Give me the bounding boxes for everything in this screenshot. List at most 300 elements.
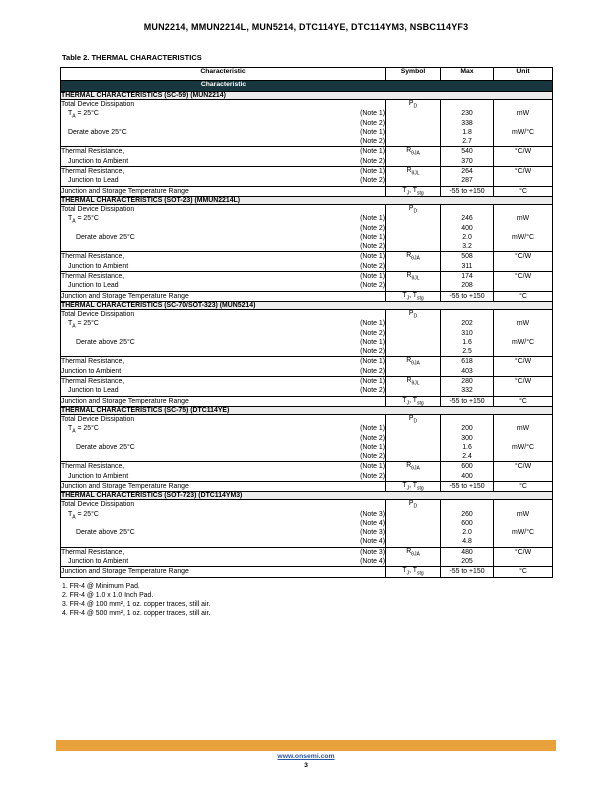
section-header-row <box>61 492 553 500</box>
note-reference: (Note 1) <box>360 443 385 451</box>
max-value: 246 <box>461 215 473 223</box>
unit-values-cell <box>494 481 553 491</box>
unit-value <box>494 557 552 566</box>
unit-values-cell <box>494 309 553 356</box>
characteristic-line <box>61 137 385 146</box>
unit-value <box>494 137 552 146</box>
max-values-cell <box>441 462 494 482</box>
table-row <box>61 204 553 251</box>
table-row <box>61 567 553 577</box>
unit-value <box>494 262 552 271</box>
note-reference: (Note 1) <box>360 320 385 328</box>
characteristic-cell <box>61 291 386 301</box>
note-reference: (Note 2) <box>360 472 385 480</box>
unit-values-cell <box>494 186 553 196</box>
symbol-text: $T_J$, $T_{stg}$ <box>402 481 424 492</box>
max-value <box>441 415 493 424</box>
column-header-row <box>61 68 553 81</box>
symbol-text: $R_{\theta JA}$ <box>406 252 420 262</box>
characteristic-line <box>61 310 385 319</box>
unit-value: °C <box>519 187 527 195</box>
table-row <box>61 414 553 461</box>
characteristic-line <box>61 537 385 546</box>
unit-value: °C/W <box>514 463 532 471</box>
max-value: -55 to +150 <box>449 187 485 195</box>
note-reference: (Note 1) <box>360 425 385 433</box>
max-value: 403 <box>461 367 473 375</box>
symbol-cell <box>386 396 441 406</box>
characteristic-line <box>61 205 385 214</box>
note-reference: (Note 1) <box>360 168 385 176</box>
symbol-text: $R_{\theta JL}$ <box>406 272 420 282</box>
table-row <box>61 167 553 187</box>
symbol-text: $P_D$ <box>408 204 418 215</box>
unit-value: °C <box>519 292 527 300</box>
max-value <box>441 100 493 109</box>
unit-value <box>494 472 552 481</box>
table-row <box>61 481 553 491</box>
symbol-cell <box>386 186 441 196</box>
section-header-row <box>61 301 553 309</box>
max-values-cell <box>441 147 494 167</box>
symbol-text: $T_J$, $T_{stg}$ <box>402 186 424 197</box>
characteristic-line <box>61 109 385 118</box>
unit-value: °C/W <box>514 273 532 281</box>
symbol-text: $R_{\theta JA}$ <box>406 547 420 558</box>
characteristic-text: $T_A = 25^\circ C$ <box>68 320 99 330</box>
section-header-row <box>61 92 553 100</box>
max-value: 230 <box>461 110 473 118</box>
characteristic-text: Total Device Dissipation <box>61 310 135 318</box>
characteristic-text: $T_A = 25^\circ C$ <box>68 425 99 435</box>
max-value: 1.6 <box>462 338 472 346</box>
section-title: THERMAL CHARACTERISTICS (SC-75) (DTC114YE) <box>61 406 553 414</box>
symbol-text: $R_{\theta JA}$ <box>406 147 420 157</box>
max-values-cell <box>441 547 494 567</box>
symbol-text: $T_J$, $T_{stg}$ <box>402 567 424 577</box>
max-value: 280 <box>461 378 473 386</box>
unit-value: mW/°C <box>512 529 534 537</box>
characteristic-text: Thermal Resistance, <box>61 463 125 471</box>
note-reference: (Note 2) <box>360 224 385 232</box>
max-value: 300 <box>461 434 473 442</box>
max-values-cell <box>441 252 494 272</box>
symbol-text: $T_J$, $T_{stg}$ <box>402 396 424 406</box>
characteristic-line <box>61 329 385 338</box>
characteristic-line <box>61 338 385 347</box>
unit-value <box>494 329 552 338</box>
characteristic-line <box>61 424 385 433</box>
table-row <box>61 396 553 406</box>
characteristic-text: $T_A = 25^\circ C$ <box>68 510 99 520</box>
unit-value <box>494 500 552 509</box>
column-header-max: Max <box>441 68 494 81</box>
table-row <box>61 100 553 147</box>
footnote: 3. FR-4 @ 100 mm², 1 oz. copper traces, still air. <box>62 601 211 609</box>
unit-values-cell <box>494 414 553 461</box>
symbol-text: $P_D$ <box>408 414 418 425</box>
symbol-cell <box>386 500 441 547</box>
max-value <box>441 310 493 319</box>
characteristic-text: Junction and Storage Temperature Range <box>61 292 189 300</box>
characteristic-line <box>61 157 385 166</box>
column-header-unit: Unit <box>494 68 553 81</box>
characteristic-line <box>61 281 385 290</box>
unit-values-cell <box>494 462 553 482</box>
unit-value <box>494 537 552 546</box>
unit-value <box>494 452 552 461</box>
footnote: 2. FR-4 @ 1.0 x 1.0 Inch Pad. <box>62 591 154 599</box>
max-value: -55 to +150 <box>449 397 485 405</box>
symbol-text: $R_{\theta JL}$ <box>406 167 420 177</box>
max-values-cell <box>441 309 494 356</box>
max-value: 311 <box>461 262 473 270</box>
note-reference: (Note 1) <box>360 253 385 261</box>
max-value: 618 <box>461 358 473 366</box>
note-reference: (Note 1) <box>360 128 385 136</box>
characteristic-text: Junction to Ambient <box>61 367 122 375</box>
unit-value: °C <box>519 568 527 576</box>
max-values-cell <box>441 414 494 461</box>
max-value: 200 <box>461 425 473 433</box>
unit-values-cell <box>494 377 553 397</box>
characteristic-line <box>61 567 385 576</box>
unit-value <box>494 519 552 528</box>
unit-value <box>494 176 552 185</box>
unit-value: °C/W <box>514 358 532 366</box>
unit-value: mW/°C <box>512 443 534 451</box>
max-values-cell <box>441 204 494 251</box>
note-reference: (Note 1) <box>360 273 385 281</box>
note-reference: (Note 2) <box>360 119 385 127</box>
unit-values-cell <box>494 357 553 377</box>
max-value: 2.7 <box>462 138 472 146</box>
note-reference: (Note 1) <box>360 110 385 118</box>
max-value: 2.4 <box>462 453 472 461</box>
characteristic-text: Derate above 25°C <box>76 233 135 241</box>
unit-value <box>494 347 552 356</box>
symbol-cell <box>386 204 441 251</box>
characteristic-cell <box>61 272 386 292</box>
max-value: 600 <box>461 463 473 471</box>
characteristic-line <box>61 386 385 395</box>
max-values-cell <box>441 396 494 406</box>
symbol-cell <box>386 272 441 292</box>
characteristic-cell <box>61 100 386 147</box>
max-values-cell <box>441 291 494 301</box>
section-header-row <box>61 406 553 414</box>
characteristic-cell <box>61 567 386 577</box>
max-values-cell <box>441 567 494 577</box>
characteristic-text: Junction to Ambient <box>68 558 129 566</box>
symbol-cell <box>386 100 441 147</box>
unit-value: mW <box>516 215 530 223</box>
unit-value: mW <box>516 320 530 328</box>
characteristic-line <box>61 519 385 528</box>
unit-value: °C <box>519 397 527 405</box>
max-value: 4.8 <box>462 538 472 546</box>
characteristic-cell <box>61 309 386 356</box>
max-value <box>441 205 493 214</box>
onsemi-link[interactable]: www.onsemi.com <box>277 753 335 760</box>
table-row <box>61 547 553 567</box>
characteristic-line <box>61 510 385 519</box>
characteristic-text: Junction to Ambient <box>68 472 129 480</box>
unit-value: mW <box>516 425 530 433</box>
characteristic-line <box>61 443 385 452</box>
max-value: 310 <box>461 329 473 337</box>
max-value <box>441 500 493 509</box>
page-content <box>60 53 552 618</box>
characteristic-cell <box>61 481 386 491</box>
characteristic-line <box>61 528 385 537</box>
symbol-text: $R_{\theta JL}$ <box>406 377 420 387</box>
note-reference: (Note 1) <box>360 338 385 346</box>
max-values-cell <box>441 377 494 397</box>
unit-value: °C/W <box>514 378 532 386</box>
note-reference: (Note 2) <box>360 434 385 442</box>
characteristic-text: Total Device Dissipation <box>61 101 135 108</box>
note-reference: (Note 3) <box>360 529 385 537</box>
characteristic-cell <box>61 186 386 196</box>
note-reference: (Note 2) <box>360 157 385 165</box>
thermal-characteristics-table <box>60 67 553 578</box>
max-value: 400 <box>461 472 473 480</box>
characteristic-text: $T_A = 25^\circ C$ <box>68 110 99 120</box>
footnote: 1. FR-4 @ Minimum Pad. <box>62 582 140 590</box>
symbol-text: $P_D$ <box>408 500 418 510</box>
characteristic-cell <box>61 547 386 567</box>
max-value: -55 to +150 <box>449 482 485 490</box>
column-header-characteristic: Characteristic <box>61 68 386 81</box>
footnotes <box>60 582 552 619</box>
max-value: 508 <box>461 253 473 261</box>
symbol-cell <box>386 357 441 377</box>
characteristic-cell <box>61 204 386 251</box>
characteristic-cell <box>61 377 386 397</box>
unit-values-cell <box>494 167 553 187</box>
max-value: 264 <box>461 168 473 176</box>
characteristic-text: Junction to Lead <box>68 282 119 290</box>
note-reference: (Note 4) <box>360 538 385 546</box>
table-row <box>61 500 553 547</box>
unit-value: °C/W <box>514 168 532 176</box>
max-values-cell <box>441 357 494 377</box>
characteristic-text: Junction and Storage Temperature Range <box>61 482 189 490</box>
table-header <box>61 68 553 92</box>
column-header-symbol: Symbol <box>386 68 441 81</box>
unit-value <box>494 157 552 166</box>
max-value: 370 <box>461 157 473 165</box>
section-title: THERMAL CHARACTERISTICS (SC-59) (MUN2214) <box>61 92 553 100</box>
unit-value <box>494 310 552 319</box>
unit-value <box>494 100 552 109</box>
characteristic-line <box>61 224 385 233</box>
max-value: 400 <box>461 224 473 232</box>
note-reference: (Note 2) <box>360 329 385 337</box>
unit-value: mW <box>516 510 530 518</box>
note-reference: (Note 1) <box>360 215 385 223</box>
characteristic-text: Thermal Resistance, <box>61 273 125 281</box>
unit-value: °C/W <box>514 148 532 156</box>
max-values-cell <box>441 100 494 147</box>
characteristic-text: Junction and Storage Temperature Range <box>61 187 189 195</box>
max-value: 208 <box>461 282 473 290</box>
subheader-characteristic-label: Characteristic <box>200 81 247 88</box>
note-reference: (Note 2) <box>360 138 385 146</box>
characteristic-line <box>61 262 385 271</box>
unit-value: mW/°C <box>512 338 534 346</box>
characteristic-cell <box>61 414 386 461</box>
note-reference: (Note 4) <box>360 519 385 527</box>
max-value: -55 to +150 <box>449 292 485 300</box>
table-row <box>61 272 553 292</box>
symbol-text: $T_J$, $T_{stg}$ <box>402 291 424 302</box>
characteristic-text: Junction and Storage Temperature Range <box>61 397 189 405</box>
characteristic-line <box>61 292 385 301</box>
note-reference: (Note 2) <box>360 453 385 461</box>
note-reference: (Note 2) <box>360 243 385 251</box>
characteristic-cell <box>61 500 386 547</box>
characteristic-line <box>61 167 385 176</box>
unit-values-cell <box>494 396 553 406</box>
characteristic-line <box>61 462 385 471</box>
note-reference: (Note 1) <box>360 233 385 241</box>
characteristic-line <box>61 397 385 406</box>
characteristic-line <box>61 500 385 509</box>
symbol-text: $R_{\theta JA}$ <box>406 357 420 367</box>
characteristic-text: Thermal Resistance, <box>61 168 125 176</box>
characteristic-text: Thermal Resistance, <box>61 378 125 386</box>
max-values-cell <box>441 500 494 547</box>
characteristic-cell <box>61 167 386 187</box>
note-reference: (Note 3) <box>360 510 385 518</box>
characteristic-cell <box>61 252 386 272</box>
symbol-cell <box>386 462 441 482</box>
max-value: 2.5 <box>462 348 472 356</box>
characteristic-text: Total Device Dissipation <box>61 501 135 509</box>
note-reference: (Note 2) <box>360 282 385 290</box>
characteristic-text: Thermal Resistance, <box>61 548 125 556</box>
symbol-cell <box>386 291 441 301</box>
symbol-cell <box>386 481 441 491</box>
table-row <box>61 252 553 272</box>
characteristic-line <box>61 357 385 366</box>
characteristic-text: Thermal Resistance, <box>61 148 125 156</box>
table-row <box>61 291 553 301</box>
unit-value: °C <box>519 482 527 490</box>
unit-values-cell <box>494 547 553 567</box>
max-value: -55 to +150 <box>449 568 485 576</box>
table-row <box>61 377 553 397</box>
characteristic-line <box>61 147 385 156</box>
characteristic-line <box>61 347 385 356</box>
unit-value <box>494 386 552 395</box>
unit-values-cell <box>494 252 553 272</box>
subheader-cell <box>61 81 553 92</box>
table-caption: Table 2. THERMAL CHARACTERISTICS <box>62 53 202 62</box>
characteristic-line <box>61 100 385 109</box>
characteristic-line <box>61 252 385 261</box>
note-reference: (Note 1) <box>360 378 385 386</box>
max-value: 2.0 <box>462 529 472 537</box>
symbol-cell <box>386 147 441 167</box>
unit-value: °C/W <box>514 253 532 261</box>
characteristic-text: Junction to Ambient <box>68 157 129 165</box>
max-value: 2.0 <box>462 233 472 241</box>
symbol-cell <box>386 414 441 461</box>
page-title: MUN2214, MMUN2214L, MUN5214, DTC114YE, DTC114YM3, NSBC114YF3 <box>143 22 469 32</box>
unit-values-cell <box>494 204 553 251</box>
note-reference: (Note 1) <box>360 463 385 471</box>
unit-value <box>494 367 552 376</box>
max-value: 174 <box>461 273 473 281</box>
unit-value <box>494 434 552 443</box>
unit-values-cell <box>494 147 553 167</box>
characteristic-line <box>61 176 385 185</box>
symbol-cell <box>386 167 441 187</box>
table-row <box>61 186 553 196</box>
section-header-row <box>61 196 553 204</box>
note-reference: (Note 2) <box>360 348 385 356</box>
characteristic-text: $T_A = 25^\circ C$ <box>68 215 99 225</box>
max-value: 600 <box>461 519 473 527</box>
unit-values-cell <box>494 500 553 547</box>
table-subheader-row <box>61 81 553 92</box>
note-reference: (Note 2) <box>360 367 385 375</box>
footnote: 4. FR-4 @ 500 mm², 1 oz. copper traces, still air. <box>62 610 211 618</box>
unit-values-cell <box>494 100 553 147</box>
max-value: 260 <box>461 510 473 518</box>
note-reference: (Note 4) <box>360 558 385 566</box>
unit-values-cell <box>494 567 553 577</box>
note-reference: (Note 2) <box>360 387 385 395</box>
unit-value <box>494 242 552 251</box>
unit-value: mW <box>516 110 530 118</box>
characteristic-line <box>61 128 385 137</box>
characteristic-text: Junction to Ambient <box>68 262 129 270</box>
characteristic-text: Derate above 25°C <box>76 529 135 537</box>
characteristic-line <box>61 242 385 251</box>
unit-value <box>494 415 552 424</box>
characteristic-line <box>61 472 385 481</box>
footer-accent-bar <box>56 740 556 751</box>
max-value: 3.2 <box>462 243 472 251</box>
thermal-table-body <box>61 92 553 578</box>
characteristic-line <box>61 415 385 424</box>
section-title: THERMAL CHARACTERISTICS (SOT-23) (MMUN2214L) <box>61 196 553 204</box>
characteristic-text: Derate above 25°C <box>76 338 135 346</box>
max-value: 1.6 <box>462 443 472 451</box>
unit-value: °C/W <box>514 548 532 556</box>
unit-value: mW/°C <box>512 233 534 241</box>
symbol-cell <box>386 377 441 397</box>
symbol-cell <box>386 547 441 567</box>
note-reference: (Note 1) <box>360 148 385 156</box>
note-reference: (Note 2) <box>360 262 385 270</box>
max-values-cell <box>441 186 494 196</box>
table-row <box>61 147 553 167</box>
characteristic-line <box>61 434 385 443</box>
unit-values-cell <box>494 291 553 301</box>
characteristic-text: Junction to Lead <box>68 387 119 395</box>
characteristic-cell <box>61 462 386 482</box>
symbol-text: $P_D$ <box>408 100 418 110</box>
page-number: 3 <box>304 762 308 769</box>
max-value: 332 <box>461 387 473 395</box>
unit-value <box>494 281 552 290</box>
unit-value <box>494 119 552 128</box>
